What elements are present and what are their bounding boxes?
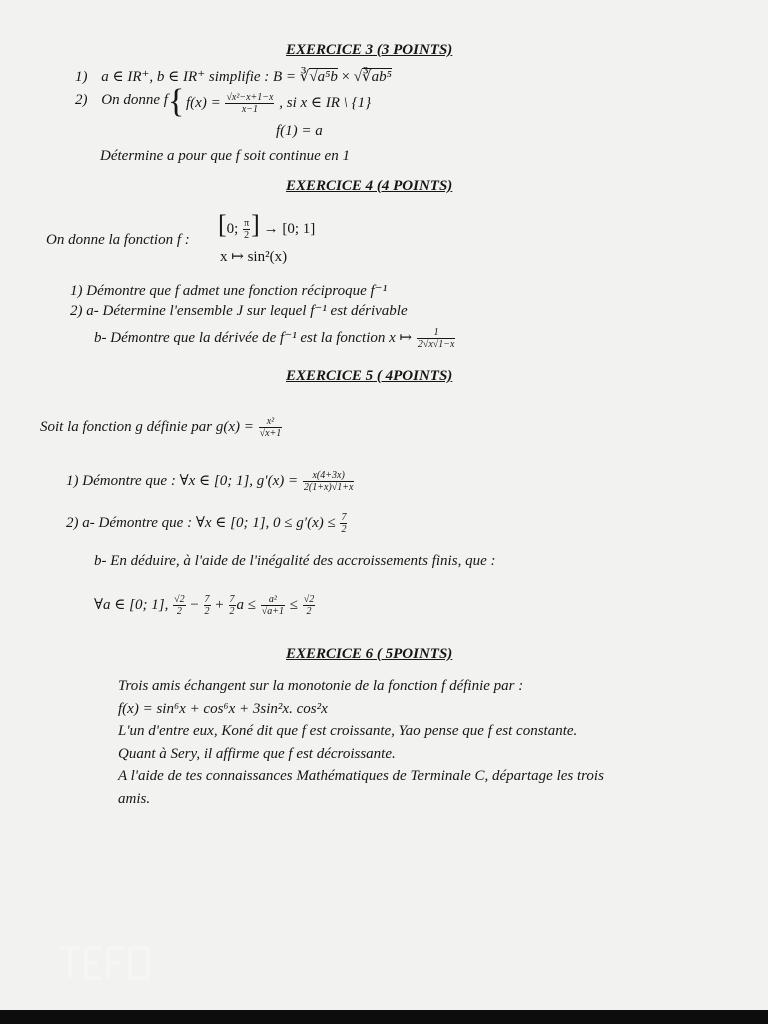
ex5-ineq-term-3-num: 7 (229, 594, 235, 605)
ex3-brace: { (168, 83, 185, 120)
ex5-q2a-denominator: 2 (341, 524, 347, 535)
ex6-line-5: A l'aide de tes connaissances Mathématiques de Terminale C, départage les trois (118, 768, 604, 784)
ex5-g-fraction (259, 416, 283, 439)
ex4-two: 2 (244, 230, 250, 242)
ex4-question-2a: 2) a- Détermine l'ensemble J sur lequel f⁻¹ est dérivable (70, 303, 408, 319)
ex3-fraction-denominator: x−1 (241, 104, 259, 115)
ex5-q1-fraction (303, 470, 355, 493)
ex6-line-6: amis. (118, 790, 151, 807)
ex3-q1-root1: √a⁵b (309, 69, 338, 85)
ex6-line-2: f(x) = sin⁶x + cos⁶x + 3sin²x. cos²x (118, 700, 328, 717)
ex6-line-1: Trois amis échangent sur la monotonie de la fonction f définie par : (118, 678, 524, 694)
ex5-q2a-fraction (340, 512, 347, 535)
ex5-ineq-term-5-num: √2 (303, 594, 315, 605)
ex3-question-2 (75, 92, 168, 109)
ex3-determine: Détermine a pour que f soit continue en 1 (100, 148, 350, 164)
ex4-question-2b (94, 327, 456, 350)
ex3-question-1: 1) a ∈ IR⁺, b ∈ IR⁺ simplifie : B = ∛√a⁵b × √∛ab⁵ (75, 69, 392, 85)
ex6-body (118, 675, 604, 810)
ex3-q1-number: 1) (75, 69, 88, 85)
ex5-q2a-numerator: 7 (341, 512, 347, 523)
ex5-ineq-term-2 (204, 594, 211, 617)
ex5-ineq-term-4-num: a² (261, 594, 285, 606)
ex5-intro-text: Soit la fonction g définie par g(x) = (40, 418, 254, 435)
ex5-ineq-term-3 (229, 594, 236, 617)
ex4-derivative-numerator: 1 (417, 327, 456, 339)
ex4-question-1: 1) Démontre que f admet une fonction réciproque f⁻¹ (70, 283, 388, 299)
ex5-question-2a (66, 512, 348, 535)
ex5-g-denominator: √x+1 (259, 428, 282, 439)
ex5-question-1 (66, 470, 355, 493)
ex4-domain: [0; $\frac{\pi}{2}$ ] → [0; 1] (218, 210, 316, 242)
exercise-6-title: EXERCICE 6 ( 5POINTS) (286, 646, 453, 662)
ex5-intro (40, 416, 283, 439)
ex4-codomain: → [0; 1] (263, 221, 316, 237)
ex3-condition: , si x ∈ IR \ {1} (279, 94, 372, 111)
ex4-pi: π (244, 218, 250, 230)
ex3-fx: f(x) = (186, 94, 225, 111)
ex5-q1-text: 1) Démontre que : ∀x ∈ [0; 1], g′(x) = (66, 472, 299, 489)
ex5-q2a-text: 2) a- Démontre que : ∀x ∈ [0; 1], 0 ≤ g′(x) ≤ (66, 514, 336, 531)
ex5-q1-numerator: x(4+3x) (303, 470, 355, 482)
ex5-ineq-term-1-num: √2 (174, 594, 185, 605)
ex5-ineq-term-4 (261, 594, 285, 617)
ex3-q2-text: On donne f (101, 92, 168, 108)
ex4-q2b-text: b- Démontre que la dérivée de f⁻¹ est la fonction x ↦ (94, 329, 413, 346)
ex5-q1-denominator: 2(1+x)√1+x (303, 482, 354, 493)
ex5-ineq-term-2-num: 7 (204, 594, 210, 605)
ex4-map: x ↦ sin²(x) (220, 249, 288, 265)
exercise-4-title: EXERCICE 4 (4 POINTS) (286, 178, 453, 194)
ex5-ineq-term-5 (303, 594, 316, 617)
ex3-q1-text: a ∈ IR⁺, b ∈ IR⁺ simplifie : B = (101, 69, 300, 85)
ex5-ineq-term-4-den: √a+1 (261, 606, 284, 617)
ex3-q1-root2: ∛ab⁵ (362, 69, 392, 85)
ex3-fraction-numerator: √x²−x+1−x (226, 92, 274, 103)
ex5-ineq-term-1-den: 2 (176, 606, 182, 617)
watermark-logo-icon (56, 938, 156, 988)
bottom-shadow-edge (0, 1010, 768, 1024)
ex3-fraction (225, 92, 274, 115)
ex4-pi-over-2 (243, 218, 250, 241)
ex5-ineq-start: ∀a ∈ [0; 1], (94, 596, 169, 613)
ex3-piecewise-top (186, 92, 371, 115)
exercise-3-title: EXERCICE 3 (3 POINTS) (286, 42, 453, 58)
ex5-question-2b: b- En déduire, à l'aide de l'inégalité des accroissements finis, que : (94, 553, 496, 569)
ex5-inequality: ∀a ∈ [0; 1], $\frac{√2}{2}$ − $\frac{7}{2}$ + $\frac{7}{2}$ a ≤ $\frac{\text{a²}}{√a+1}$ ≤ $\frac{√2}{2}$ (94, 594, 315, 617)
ex5-g-numerator: x² (259, 416, 283, 428)
ex5-ineq-term-5-den: 2 (306, 606, 312, 617)
ex3-f1: f(1) = a (276, 123, 323, 139)
ex3-q2-number: 2) (75, 92, 88, 108)
exercise-5-title: EXERCICE 5 ( 4POINTS) (286, 368, 453, 384)
ex6-line-4: Quant à Sery, il affirme que f est décroissante. (118, 745, 396, 762)
ex5-ineq-term-2-den: 2 (204, 606, 210, 617)
ex4-derivative-fraction (417, 327, 456, 350)
ex6-line-3: L'un d'entre eux, Koné dit que f est croissante, Yao pense que f est constante. (118, 723, 578, 739)
ex5-ineq-term-1 (173, 594, 186, 617)
ex5-ineq-term-3-den: 2 (229, 606, 235, 617)
ex4-intro: On donne la fonction f : (46, 232, 190, 248)
ex4-derivative-denominator: 2√x√1−x (417, 339, 455, 350)
